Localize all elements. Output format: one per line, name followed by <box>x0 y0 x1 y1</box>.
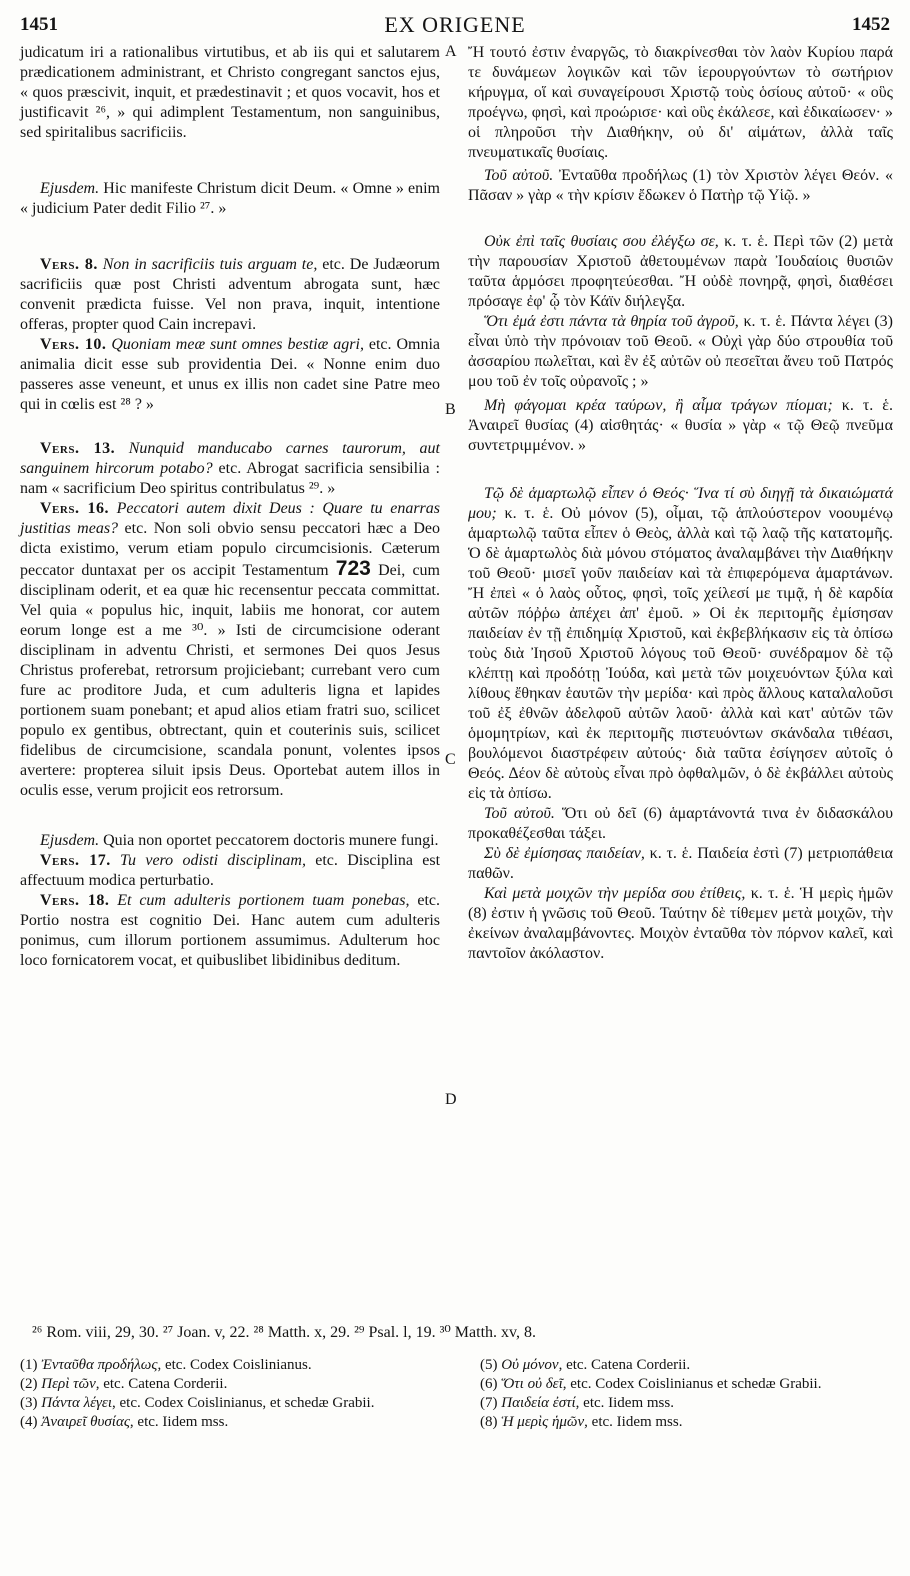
footnotes-right <box>480 1356 895 1432</box>
margin-markers <box>441 43 463 1343</box>
greek-verse: Τῷ δὲ ἁμαρτωλῷ εἶπεν ὁ Θεός· Ἵνα τί σὺ διηγῇ τὰ δικαιώματά μου; κ. τ. ἑ. Οὐ μόνον (5), οἶμαι, τῷ ἁπλούστερον νοουμένῳ ἁμαρτωλῷ ταῦτα εἶπεν ὁ Θεὸς, ἀλλὰ καὶ τῷ λαῷ τῆς κατατομῆς. Ὁ δὲ ἁμαρτωλὸς διὰ μόνου στόματος ἀναλαμβάνει τὴν Διαθήκην τοῦ Θεοῦ· μισεῖ γοῦν παιδείαν καὶ τὰ ἐπιφερόμενα ἁμαρτάνων. Ἤ ἐπεὶ « ὁ λαὸς οὗτος, φησὶ, τοῖς χείλεσί με τιμᾷ, ἡ δὲ καρδία αὐτῶν πόῤῥω ἀπέχει ἀπ' ἐμοῦ. » Οἱ ἐκ περιτομῆς ἐμίσησαν παιδείαν ἐν τῇ ἐπιδημίᾳ Χριστοῦ, καὶ ἐκβεβλήκασιν εἰς τὰ ὀπίσω τοὺς διὰ Ἰησοῦ Χριστοῦ λόγους τοῦ Θεοῦ· συνέδραμον δὲ τῷ κλέπτῃ καὶ προδότῃ Ἰούδα, καὶ μετὰ τῶν μοιχευόντων ξύλα καὶ λίθους ἔθηκαν ἑαυτῶν τὴν μερίδα· καὶ πρὸς ἄλλους καταλαλοῦσι τοῦ ἐξ ἐθνῶν ἀδελφοῦ αὐτῶν λαοῦ· ἀλλὰ καὶ κατ' αὐτῶν τῶν ὁμομητρίων, καὶ ἐκ περιτομῆς πιστευόντων σκάνδαλα τιθέασι, βουλόμενοι διαστρέφειν αὐτούς· διὰ ταῦτα ἐσίγησεν αὐτοῖς ὁ Θεός. Δέον δὲ αὐτοὺς εἶναι πρὸ ὀφθαλμῶν, ὁ δὲ ἐκβάλλει αὐτοὺς εἰς τὰ ὀπίσω. <box>468 485 893 802</box>
footnotes-left <box>20 1356 450 1432</box>
latin-verse-10: Vers. 10. Quoniam meæ sunt omnes bestiæ agri, etc. Omnia animalia dicit esse sub providentia Dei. « Nonne enim duo passeres asse veneunt, et unus ex illis non cadet sine Patre meo qui in cœlis est ²⁸ ? » <box>20 336 441 413</box>
greek-paragraph: Τοῦ αὐτοῦ. Ἐνταῦθα προδήλως (1) τὸν Χριστὸν λέγει Θεόν. « Πᾶσαν » γὰρ « τὴν κρίσιν ἔδωκεν ὁ Πατὴρ τῷ Υἱῷ. » <box>468 167 893 204</box>
column-number: 723 <box>335 557 371 580</box>
greek-verse: Σὺ δὲ ἐμίσησας παιδείαν, κ. τ. ἑ. Παιδεία ἐστὶ (7) μετριοπάθεια παθῶν. <box>468 845 894 882</box>
latin-verse-16: Vers. 16. Peccatori autem dixit Deus : Quare tu enarras justitias meas? etc. Non soli obvio sensu peccatori hæc a Deo dicta existimo, verum etiam populo circumcisionis. Cæterum peccator duntaxat per os accipit Testamentum 723 Dei, cum disciplinam oderit, et ea quæ hic recensentur peccata committat. Vel quia « populus hic, inquit, labiis me honorat, cor autem eorum longe est a me ³⁰. » Isti de circumcisione oderant disciplinam in adventu Christi, et sermones Dei quos Jesus Christus proferebat, retrorsum projiciebant; currebant vero cum fure ac proditore Juda, et cum adulteris ligna et lapides portionem suam ponebant; et apud alios etiam fratri suo, scilicet populo ex gentibus, obtrectant, quin et couterinis suis, scilicet fidelibus de circumcisione, scandala ponunt, volentes ipsos avertere: propterea siluit ipsis Deus. Oportebat autem illos in oculis esse, verum projicit eos retrorsum. <box>20 500 441 799</box>
latin-paragraph: judicatum iri a rationalibus virtutibus, et ab iis qui et salutarem prædicationem administrant, et Christo congregant sanctos ejus, « quos præscivit, inquit, et prædestinavit ; et quos vocavit, hos et justificavit ²⁶, » qui adimplent Testamentum, non sanguinibus, sed spiritalibus sacrificiis. <box>20 44 440 141</box>
margin-marker-a: A <box>445 43 457 60</box>
greek-verse: Μὴ φάγομαι κρέα ταύρων, ἢ αἷμα τράγων πίομαι; κ. τ. ἑ. Ἀναιρεῖ θυσίας (4) αἰσθητάς· « θυσία » γὰρ « τῷ Θεῷ πνεῦμα συντετριμμένον. » <box>468 397 894 454</box>
footnote: (4) Ἀναιρεῖ θυσίας, etc. Iidem mss. <box>20 1414 229 1430</box>
running-header <box>20 8 890 42</box>
footnote: (8) Ἡ μερὶς ἡμῶν, etc. Iidem mss. <box>480 1414 683 1430</box>
latin-verse-17: Vers. 17. Tu vero odisti disciplinam, etc. Disciplina est affectuum modica perturbatio. <box>20 852 441 889</box>
page-number-left: 1451 <box>20 14 58 35</box>
latin-verse-18: Vers. 18. Et cum adulteris portionem tuam ponebas, etc. Portio nostra est cognitio Dei. Hanc autem cum adulteris ponimus, cum illorum portionem assumimus. Adulterum hoc loco fornicatorem vocat, et quibuslibet libidinibus deditum. <box>20 892 441 969</box>
greek-paragraph: Τοῦ αὐτοῦ. Ὅτι οὐ δεῖ (6) ἁμαρτάνοντά τινα ἐν διδασκάλου προκαθέζεσθαι τάξει. <box>468 805 893 842</box>
page-number-right: 1452 <box>852 14 890 35</box>
margin-marker-b: B <box>445 401 456 418</box>
scripture-references: ²⁶ Rom. viii, 29, 30. ²⁷ Joan. v, 22. ²⁸ Matth. x, 29. ²⁹ Psal. l, 19. ³⁰ Matth. xv, 8. <box>32 1324 536 1341</box>
footnote: (2) Περὶ τῶν, etc. Catena Corderii. <box>20 1376 228 1392</box>
greek-paragraph: Ἤ τουτό ἐστιν ἐναργῶς, τὸ διακρίνεσθαι τὸν λαὸν Κυρίου παρά τε δυνάμεων λογικῶν καὶ τῶν ἱερουργούντων τὸ σωτήριον κήρυγμα, οἵ καὶ συναγείρουσι Χριστῷ τοὺς ὁσίους αὐτοῦ· « οὓς προέγνω, φησὶ, καὶ προώρισε· καὶ οὓς ἐκάλεσε, καὶ ἐδικαίωσεν· » οἱ πληροῦσι τὴν Διαθήκην, οὐ δι' αἱμάτων, ἀλλὰ ταῖς πνευματικαῖς θυσίαις. <box>468 44 893 161</box>
latin-verse-8: Vers. 8. Non in sacrificiis tuis arguam te, etc. De Judæorum sacrificiis quæ post Christi adventum abrogata sunt, hæc convenit prædicta fuisse. Vel non prava, inquit, intentione offeras, propter quod Cain increpavi. <box>20 256 440 333</box>
greek-verse: Ὅτι ἐμά ἐστι πάντα τὰ θηρία τοῦ ἀγροῦ, κ. τ. ἑ. Πάντα λέγει (3) εἶναι ὑπὸ τὴν πρόνοιαν τοῦ Θεοῦ. « Οὐχὶ γὰρ δύο στρουθία τοῦ ἀσσαρίου πωλεῖται, καὶ ἓν ἐξ αὐτῶν οὐ πεσεῖται ἄνευ τοῦ Πατρός μου τοῦ ἐν τοῖς οὐρανοῖς ; » <box>468 313 893 390</box>
latin-verse-13: Vers. 13. Nunquid manducabo carnes taurorum, aut sanguinem hircorum potabo? etc. Abrogat sacrificia sensibilia : nam « sacrificium Deo spiritus contribulatus ²⁹. » <box>20 440 441 497</box>
margin-marker-c: C <box>445 751 456 768</box>
greek-column <box>468 43 893 964</box>
greek-verse: Οὐκ ἐπὶ ταῖς θυσίαις σου ἐλέγξω σε, κ. τ. ἑ. Περὶ τῶν (2) μετὰ τὴν παρουσίαν Χριστοῦ ἀθετουμένων παρὰ Ἰουδαίοις θυσιῶν ταῦτα ἁρμόσει προφητεύεσθαι. Ἤ οὐδὲ πονηρᾷ, φησὶ, διαθέσει πρόσαγε ἐφ' ᾧ τὸν Κάϊν διήλεγξα. <box>468 233 894 310</box>
footnote: (5) Οὐ μόνον, etc. Catena Corderii. <box>480 1357 691 1373</box>
latin-column <box>20 43 440 971</box>
latin-paragraph: Ejusdem. Hic manifeste Christum dicit Deum. « Omne » enim « judicium Pater dedit Filio ²⁷. » <box>20 180 440 217</box>
footnote: (1) Ἐνταῦθα προδήλως, etc. Codex Coislinianus. <box>20 1357 312 1373</box>
greek-verse: Καὶ μετὰ μοιχῶν τὴν μερίδα σου ἐτίθεις, κ. τ. ἑ. Ἡ μερὶς ἡμῶν (8) ἐστιν ἡ γνῶσις τοῦ Θεοῦ. Ταύτην δὲ τίθεμεν μετὰ μοιχῶν, τὴν ἐκείνων ἀναλαμβάνοντες. Μοιχὸν ἐνταῦθα τὸν πόρνον καλεῖ, καὶ παντοῖον ἀκόλαστον. <box>468 885 894 962</box>
latin-paragraph: Ejusdem. Quia non oportet peccatorem doctoris munere fungi. <box>40 832 439 849</box>
footnote: (7) Παιδεία ἐστί, etc. Iidem mss. <box>480 1395 674 1411</box>
margin-marker-d: D <box>445 1091 457 1108</box>
footnote: (6) Ὅτι οὐ δεῖ, etc. Codex Coislinianus et schedæ Grabii. <box>480 1376 822 1392</box>
footnote: (3) Πάντα λέγει, etc. Codex Coislinianus, et schedæ Grabii. <box>20 1395 375 1411</box>
running-title: EX ORIGENE <box>384 12 526 37</box>
